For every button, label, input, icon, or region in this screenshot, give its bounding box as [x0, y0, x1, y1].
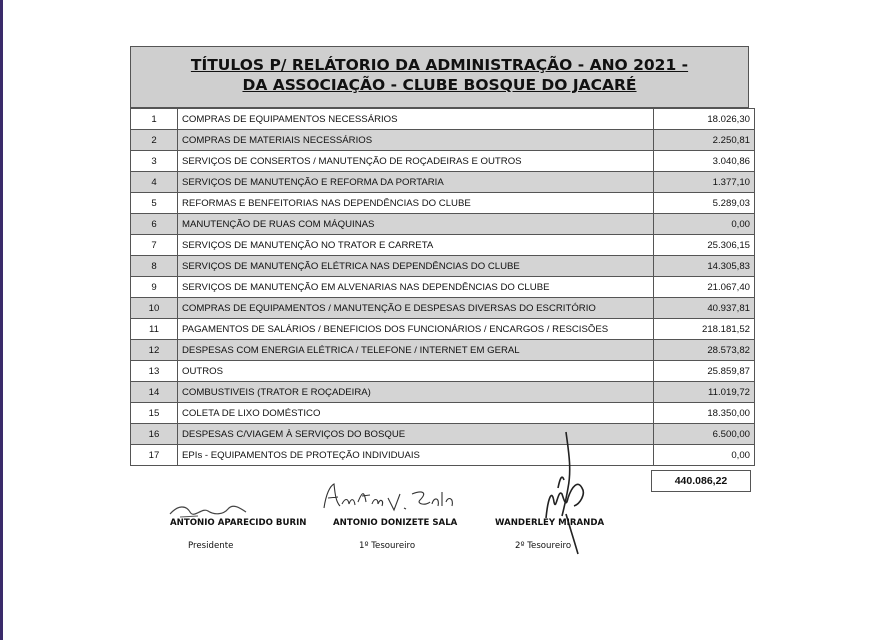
- row-number: 15: [131, 403, 178, 424]
- signatory-president: [170, 518, 306, 551]
- table-row: [131, 361, 755, 382]
- row-description: REFORMAS E BENFEITORIAS NAS DEPENDÊNCIAS DO CLUBE: [178, 193, 654, 214]
- title-line-2: DA ASSOCIAÇÃO - CLUBE BOSQUE DO JACARÉ: [242, 76, 637, 94]
- signatory-treasurer-2: [495, 518, 604, 551]
- report-title: [130, 46, 749, 108]
- row-number: 6: [131, 214, 178, 235]
- table-row: [131, 130, 755, 151]
- signatory-name: ANTONIO APARECIDO BURIN: [170, 518, 307, 528]
- row-description: COMPRAS DE MATERIAIS NECESSÁRIOS: [178, 130, 654, 151]
- signatory-role: Presidente: [188, 541, 234, 551]
- row-description: COLETA DE LIXO DOMÉSTICO: [178, 403, 654, 424]
- row-description: SERVIÇOS DE MANUTENÇÃO EM ALVENARIAS NAS DEPENDÊNCIAS DO CLUBE: [178, 277, 654, 298]
- table-row: [131, 214, 755, 235]
- signature-burin: [168, 501, 248, 519]
- row-value: 18.026,30: [654, 109, 755, 130]
- table-row: [131, 382, 755, 403]
- row-value: 3.040,86: [654, 151, 755, 172]
- row-number: 1: [131, 109, 178, 130]
- row-number: 8: [131, 256, 178, 277]
- row-value: 18.350,00: [654, 403, 755, 424]
- row-number: 7: [131, 235, 178, 256]
- row-value: 25.306,15: [654, 235, 755, 256]
- row-number: 4: [131, 172, 178, 193]
- table-row: [131, 403, 755, 424]
- table-row: [131, 109, 755, 130]
- title-line-1: TÍTULOS P/ RELÁTORIO DA ADMINISTRAÇÃO - ANO 2021 -: [190, 56, 689, 74]
- row-number: 14: [131, 382, 178, 403]
- row-value: 21.067,40: [654, 277, 755, 298]
- row-value: 2.250,81: [654, 130, 755, 151]
- page-edge-mark: [0, 0, 3, 640]
- row-description: COMPRAS DE EQUIPAMENTOS / MANUTENÇÃO E DESPESAS DIVERSAS DO ESCRITÓRIO: [178, 298, 654, 319]
- table-row: [131, 256, 755, 277]
- row-description: SERVIÇOS DE MANUTENÇÃO E REFORMA DA PORTARIA: [178, 172, 654, 193]
- row-description: MANUTENÇÃO DE RUAS COM MÁQUINAS: [178, 214, 654, 235]
- row-description: COMBUSTIVEIS (TRATOR E ROÇADEIRA): [178, 382, 654, 403]
- table-row: [131, 235, 755, 256]
- total-value: 440.086,22: [651, 470, 751, 492]
- signature-sala: [318, 480, 458, 514]
- signatory-role: 1º Tesoureiro: [359, 541, 416, 551]
- row-description: DESPESAS C/VIAGEM À SERVIÇOS DO BOSQUE: [178, 424, 654, 445]
- row-description: SERVIÇOS DE CONSERTOS / MANUTENÇÃO DE ROÇADEIRAS E OUTROS: [178, 151, 654, 172]
- row-value: 0,00: [654, 445, 755, 466]
- row-description: OUTROS: [178, 361, 654, 382]
- signatory-name: WANDERLEY MIRANDA: [495, 518, 605, 528]
- row-number: 10: [131, 298, 178, 319]
- row-number: 2: [131, 130, 178, 151]
- row-number: 12: [131, 340, 178, 361]
- signatory-treasurer-1: [333, 518, 457, 551]
- row-value: 6.500,00: [654, 424, 755, 445]
- row-value: 218.181,52: [654, 319, 755, 340]
- table-row: [131, 298, 755, 319]
- row-number: 16: [131, 424, 178, 445]
- row-description: SERVIÇOS DE MANUTENÇÃO ELÉTRICA NAS DEPENDÊNCIAS DO CLUBE: [178, 256, 654, 277]
- signatory-role: 2º Tesoureiro: [515, 541, 572, 551]
- row-value: 5.289,03: [654, 193, 755, 214]
- report: [130, 46, 751, 466]
- row-value: 0,00: [654, 214, 755, 235]
- row-description: SERVIÇOS DE MANUTENÇÃO NO TRATOR E CARRETA: [178, 235, 654, 256]
- row-number: 11: [131, 319, 178, 340]
- row-value: 1.377,10: [654, 172, 755, 193]
- row-description: EPIs - EQUIPAMENTOS DE PROTEÇÃO INDIVIDUAIS: [178, 445, 654, 466]
- row-description: COMPRAS DE EQUIPAMENTOS NECESSÁRIOS: [178, 109, 654, 130]
- row-value: 40.937,81: [654, 298, 755, 319]
- signatory-name: ANTONIO DONIZETE SALA: [333, 518, 458, 528]
- row-number: 9: [131, 277, 178, 298]
- row-number: 5: [131, 193, 178, 214]
- row-number: 3: [131, 151, 178, 172]
- table-row: [131, 424, 755, 445]
- row-description: DESPESAS COM ENERGIA ELÉTRICA / TELEFONE / INTERNET EM GERAL: [178, 340, 654, 361]
- table-row: [131, 151, 755, 172]
- row-number: 13: [131, 361, 178, 382]
- row-number: 17: [131, 445, 178, 466]
- table-row: [131, 277, 755, 298]
- table-row: [131, 445, 755, 466]
- row-value: 14.305,83: [654, 256, 755, 277]
- row-description: PAGAMENTOS DE SALÁRIOS / BENEFICIOS DOS FUNCIONÁRIOS / ENCARGOS / RESCISÕES: [178, 319, 654, 340]
- table-row: [131, 319, 755, 340]
- table-row: [131, 193, 755, 214]
- table-row: [131, 340, 755, 361]
- row-value: 28.573,82: [654, 340, 755, 361]
- expenses-table: [130, 108, 755, 466]
- table-row: [131, 172, 755, 193]
- row-value: 11.019,72: [654, 382, 755, 403]
- row-value: 25.859,87: [654, 361, 755, 382]
